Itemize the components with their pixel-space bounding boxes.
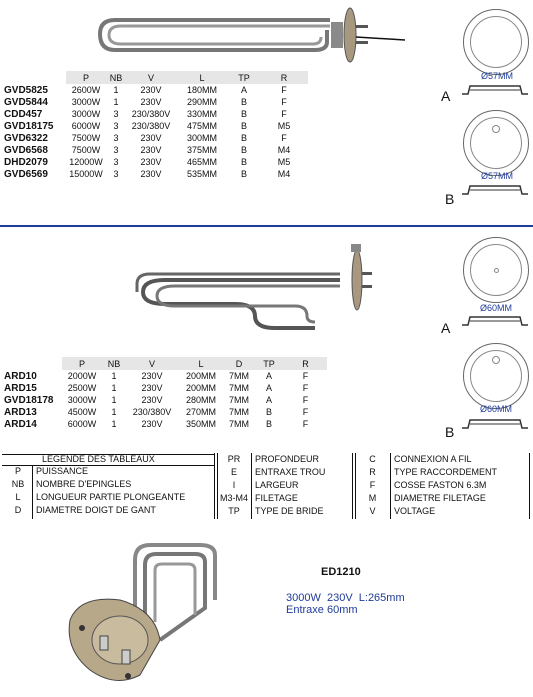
product-entraxe: Entraxe 60mm [286, 604, 358, 616]
table-cell: F [302, 407, 309, 417]
product-code: ED1210 [321, 566, 361, 578]
table-row [4, 370, 327, 382]
table-cell: 7MM [229, 407, 249, 417]
table-cell: 200MM [185, 371, 216, 381]
col-v: V [126, 71, 176, 84]
table-row [4, 418, 327, 430]
table-cell: 465MM [186, 157, 217, 167]
legend-code: R [369, 467, 376, 477]
table-row [4, 132, 308, 144]
table-cell: 3 [113, 121, 119, 131]
product-code-cell: GVD6569 [4, 168, 48, 180]
table-cell: 375MM [186, 145, 217, 155]
legend-code: M3-M4 [219, 493, 248, 503]
table-cell: 7MM [229, 395, 249, 405]
table-cell: 230V [141, 371, 163, 381]
table-cell: 1 [111, 371, 117, 381]
table-cell: B [240, 157, 247, 167]
table-cell: M5 [277, 157, 291, 167]
table-cell: 230V [140, 133, 162, 143]
flange-b-letter: B [445, 191, 455, 207]
table-cell: 230V [140, 145, 162, 155]
product-code-cell: ARD14 [4, 418, 37, 430]
col-nb: NB [102, 357, 126, 370]
legend-label: TYPE RACCORDEMENT [394, 467, 498, 477]
col-l: L [176, 71, 228, 84]
legend-code: I [232, 480, 236, 490]
table-cell: F [302, 419, 309, 429]
legend-code: NB [11, 479, 25, 489]
table-cell: 230/380V [132, 407, 172, 417]
flange-a-letter: A [441, 88, 451, 104]
legend-table [2, 453, 531, 519]
table-cell: 2000W [67, 371, 97, 381]
table-cell: 230V [141, 395, 163, 405]
table-cell: 3000W [71, 109, 101, 119]
table-cell: 7500W [71, 133, 101, 143]
table-cell: 1 [111, 395, 117, 405]
legend-code: D [14, 505, 22, 515]
table-cell: B [240, 109, 247, 119]
table-row [4, 84, 308, 96]
flange-b-circle [463, 343, 529, 409]
table-cell: 230V [140, 157, 162, 167]
heater-image-ed1210 [60, 540, 230, 690]
spec-table-header [4, 71, 308, 84]
table-cell: 3 [113, 145, 119, 155]
col-tp: TP [228, 71, 260, 84]
table-cell: 1 [113, 85, 119, 95]
product-code-cell: CDD457 [4, 108, 43, 120]
table-cell: 7MM [229, 419, 249, 429]
legend-code: PR [227, 454, 241, 464]
product-code-cell: GVD6568 [4, 144, 48, 156]
legend-code: F [369, 480, 376, 490]
product-code-cell: GVD18178 [4, 394, 54, 406]
table-row [4, 382, 327, 394]
legend-code: C [369, 454, 376, 464]
table-cell: F [302, 383, 309, 393]
table-cell: B [265, 407, 272, 417]
product-code-cell: GVD18175 [4, 120, 54, 132]
table-cell: F [302, 371, 309, 381]
col-p: P [62, 357, 102, 370]
table-cell: F [281, 109, 287, 119]
flange-a-diameter: Ø60MM [480, 303, 513, 313]
table-cell: F [281, 97, 287, 107]
flange-b-side [460, 416, 530, 432]
table-cell: B [240, 145, 247, 155]
table-cell: 535MM [186, 169, 217, 179]
table-cell: M5 [277, 121, 291, 131]
col-nb: NB [106, 71, 126, 84]
table-cell: 3 [113, 169, 119, 179]
table-cell: 15000W [69, 169, 103, 179]
col-r: R [284, 357, 327, 370]
table-cell: 330MM [186, 109, 217, 119]
table-cell: 3 [113, 157, 119, 167]
table-cell: 230/380V [131, 121, 171, 131]
table-cell: 300MM [186, 133, 217, 143]
table-cell: F [302, 395, 309, 405]
legend-label: LARGEUR [255, 480, 299, 490]
table-cell: 6000W [71, 121, 101, 131]
spec-table-header [4, 357, 327, 370]
legend-label: ENTRAXE TROU [255, 467, 326, 477]
spec-table-gvd [4, 71, 308, 180]
table-cell: 200MM [185, 383, 216, 393]
legend-label: PROFONDEUR [255, 454, 320, 464]
table-cell: 3 [113, 109, 119, 119]
table-cell: 230V [141, 383, 163, 393]
legend-label: NOMBRE D'EPINGLES [36, 479, 132, 489]
table-cell: 7MM [229, 383, 249, 393]
col-d: D [224, 357, 254, 370]
table-row [4, 96, 308, 108]
table-cell: 475MM [186, 121, 217, 131]
product-code-cell: GVD5844 [4, 96, 48, 108]
table-cell: 4500W [67, 407, 97, 417]
table-cell: B [240, 121, 247, 131]
legend-code: L [15, 492, 21, 502]
table-cell: M4 [277, 145, 291, 155]
legend-label: DIAMETRE DOIGT DE GANT [36, 505, 156, 515]
table-cell: A [265, 371, 272, 381]
table-cell: 230V [140, 169, 162, 179]
legend-label: COSSE FASTON 6.3M [394, 480, 487, 490]
flange-a-side [460, 313, 530, 329]
product-code-cell: ARD15 [4, 382, 37, 394]
flange-b-side [460, 182, 530, 198]
table-row [4, 406, 327, 418]
table-cell: 2600W [71, 85, 101, 95]
legend-title: LEGENDE DES TABLEAUX [42, 454, 155, 464]
product-code-cell: GVD5825 [4, 84, 48, 96]
table-cell: 280MM [185, 395, 216, 405]
table-cell: A [265, 383, 272, 393]
section-divider [0, 225, 533, 227]
table-cell: 7MM [229, 371, 249, 381]
legend-label: FILETAGE [255, 493, 298, 503]
table-cell: F [281, 85, 287, 95]
col-l: L [178, 357, 224, 370]
table-cell: 2500W [67, 383, 97, 393]
legend-code: TP [228, 506, 240, 516]
product-specs: 3000W 230V L:265mm [286, 592, 405, 604]
product-code-cell: ARD10 [4, 370, 37, 382]
table-cell: 230V [141, 419, 163, 429]
col-r: R [260, 71, 308, 84]
legend-label: CONNEXION A FIL [394, 454, 472, 464]
flange-a-side [460, 82, 530, 98]
table-cell: 270MM [185, 407, 216, 417]
col-tp: TP [254, 357, 284, 370]
legend-label: VOLTAGE [394, 506, 436, 516]
col-v: V [126, 357, 178, 370]
table-cell: 3000W [71, 97, 101, 107]
flange-b-diameter: Ø57MM [481, 171, 514, 181]
table-cell: B [265, 419, 272, 429]
table-cell: B [240, 133, 247, 143]
legend-label: TYPE DE BRIDE [255, 506, 324, 516]
legend-code: M [368, 493, 377, 503]
col-p: P [66, 71, 106, 84]
table-cell: 1 [111, 419, 117, 429]
legend-code: P [14, 466, 21, 476]
table-cell: F [281, 133, 287, 143]
flange-a-circle [463, 237, 529, 303]
table-cell: 1 [111, 407, 117, 417]
table-cell: 350MM [185, 419, 216, 429]
table-row [4, 168, 308, 180]
table-row [4, 394, 327, 406]
legend-label: PUISSANCE [36, 466, 89, 476]
table-row [4, 120, 308, 132]
table-cell: M4 [277, 169, 291, 179]
table-cell: 1 [111, 383, 117, 393]
table-cell: 6000W [67, 419, 97, 429]
legend-label: LONGUEUR PARTIE PLONGEANTE [36, 492, 186, 502]
table-cell: B [240, 169, 247, 179]
table-cell: 1 [113, 97, 119, 107]
table-cell: B [240, 97, 247, 107]
table-cell: 3 [113, 133, 119, 143]
spec-table-ard [4, 357, 327, 430]
table-cell: 12000W [69, 157, 103, 167]
legend-code: E [230, 467, 237, 477]
flange-a-diameter: Ø57MM [481, 71, 514, 81]
flange-b-diameter: Ø60MM [480, 404, 513, 414]
table-cell: A [265, 395, 272, 405]
table-row [4, 108, 308, 120]
table-cell: 230V [140, 97, 162, 107]
table-cell: 180MM [186, 85, 217, 95]
table-cell: 230V [140, 85, 162, 95]
flange-b-letter: B [445, 424, 455, 440]
product-code-cell: GVD6322 [4, 132, 48, 144]
table-row [4, 144, 308, 156]
table-cell: 290MM [186, 97, 217, 107]
table-row [4, 156, 308, 168]
table-cell: 230/380V [131, 109, 171, 119]
table-cell: 7500W [71, 145, 101, 155]
table-cell: 3000W [67, 395, 97, 405]
flange-a-circle [463, 9, 529, 75]
product-code-cell: DHD2079 [4, 156, 48, 168]
legend-code: V [369, 506, 376, 516]
flange-b-circle [463, 110, 529, 176]
flange-a-letter: A [441, 320, 451, 336]
heater-image-ard [135, 240, 385, 335]
product-code-cell: ARD13 [4, 406, 37, 418]
table-cell: A [240, 85, 247, 95]
heater-image-gvd [95, 4, 415, 70]
legend-label: DIAMETRE FILETAGE [394, 493, 486, 503]
